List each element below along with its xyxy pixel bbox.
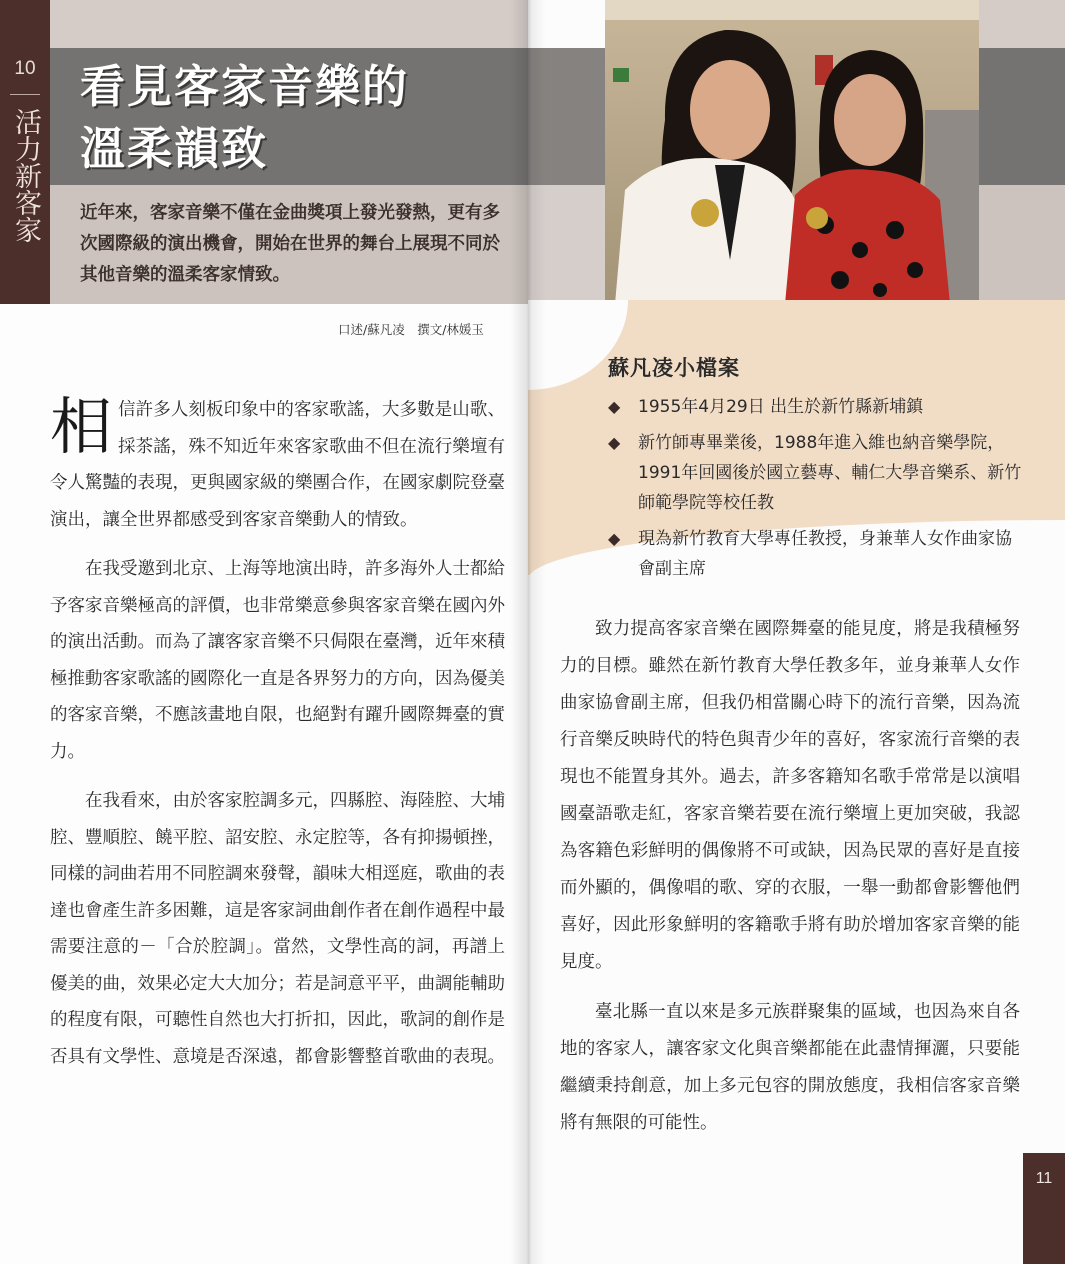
- profile-title: 蘇凡凌小檔案: [608, 356, 740, 380]
- paragraph: 在我看來，由於客家腔調多元，四縣腔、海陸腔、大埔腔、豐順腔、饒平腔、詔安腔、永定腔等，各有抑揚頓挫，同樣的詞曲若用不同腔調來發聲，韻味大相逕庭，歌曲的表達也會產生許多困難，這是客家詞曲創作者在創作過程中最需要注意的－「合於腔調」。當然，文學性高的詞，再譜上優美的曲，效果必定大大加分；若是詞意平平，曲調能輔助的程度有限，可聽性自然也大打折扣，因此，歌詞的創作是否具有文學性、意境是否深遠，都會影響整首歌曲的表現。: [50, 791, 505, 1067]
- profile-item-text: 現為新竹教育大學專任教授，身兼華人女作曲家協會副主席: [638, 529, 1012, 579]
- paragraph: [50, 392, 505, 538]
- profile-item-text: 1955年4月29日 出生於新竹縣新埔鎮: [638, 397, 924, 417]
- header-band-right-low: [979, 185, 1065, 304]
- title-line-2: 溫柔韻致: [80, 122, 269, 175]
- book-gutter-shadow: [510, 0, 546, 1264]
- article-title: [80, 56, 409, 180]
- diamond-bullet-icon: ◆: [608, 433, 621, 452]
- page-number-left: 10: [14, 58, 36, 79]
- profile-item: [608, 392, 1028, 422]
- page-number-divider: [10, 94, 40, 95]
- header-band-top: [50, 0, 528, 48]
- drop-cap: 相: [50, 390, 113, 463]
- paragraph: 在我受邀到北京、上海等地演出時，許多海外人士都給予客家音樂極高的評價，也非常樂意參與客家音樂在國內外的演出活動。而為了讓客家音樂不只侷限在臺灣，近年來積極推動客家歌謠的國際化一直是各界努力的方向，因為優美的客家音樂，不應該畫地自限，也絕對有躍升國際舞臺的實力。: [50, 559, 505, 762]
- header-band-right-mid: [979, 48, 1065, 185]
- diamond-bullet-icon: ◆: [608, 529, 621, 548]
- paragraph: 臺北縣一直以來是多元族群聚集的區域，也因為來自各地的客家人，讓客家文化與音樂都能在此盡情揮灑，只要能繼續秉持創意，加上多元包容的開放態度，我相信客家音樂將有無限的可能性。: [560, 1002, 1020, 1133]
- article-subtitle: 近年來，客家音樂不僅在金曲獎項上發光發熱，更有多次國際級的演出機會，開始在世界的舞台上展現不同於其他音樂的溫柔客家情致。: [80, 203, 500, 285]
- profile-item: [608, 524, 1028, 584]
- profile-item-text: 新竹師專畢業後，1988年進入維也納音樂學院，1991年回國後於國立藝專、輔仁大學音樂系、新竹師範學院等校任教: [638, 433, 1022, 513]
- right-body-text: [560, 611, 1020, 1155]
- header-band-right-top: [979, 0, 1065, 48]
- paragraph: 致力提高客家音樂在國際舞臺的能見度，將是我積極努力的目標。雖然在新竹教育大學任教多年，並身兼華人女作曲家協會副主席，但我仍相當關心時下的流行音樂，因為流行音樂反映時代的特色與青少年的喜好，客家流行音樂的表現也不能置身其外。過去，許多客籍知名歌手常常是以演唱國臺語歌走紅，客家音樂若要在流行樂壇上更加突破，我認為客籍色彩鮮明的偶像將不可或缺，因為民眾的喜好是直接而外顯的，偶像唱的歌、穿的衣服，一舉一動都會影響他們喜好，因此形象鮮明的客籍歌手將有助於增加客家音樂的能見度。: [560, 619, 1020, 972]
- portrait-photo: [605, 0, 979, 304]
- section-label: 活力新客家: [10, 108, 41, 243]
- byline: 口述/蘇凡凌 撰文/林媛玉: [338, 322, 484, 337]
- paragraph-text: 信許多人刻板印象中的客家歌謠，大多數是山歌、採茶謠，殊不知近年來客家歌曲不但在流行樂壇有令人驚豔的表現，更與國家級的樂團合作，在國家劇院登臺演出，讓全世界都感受到客家音樂動人的情致。: [50, 400, 505, 530]
- photo-illustration: [605, 0, 979, 304]
- left-body-text: [50, 392, 505, 1088]
- diamond-bullet-icon: ◆: [608, 397, 621, 416]
- profile-list: [608, 392, 1028, 590]
- title-line-1: 看見客家音樂的: [80, 60, 410, 113]
- page-number-right: 11: [1035, 1170, 1053, 1187]
- profile-item: [608, 428, 1028, 518]
